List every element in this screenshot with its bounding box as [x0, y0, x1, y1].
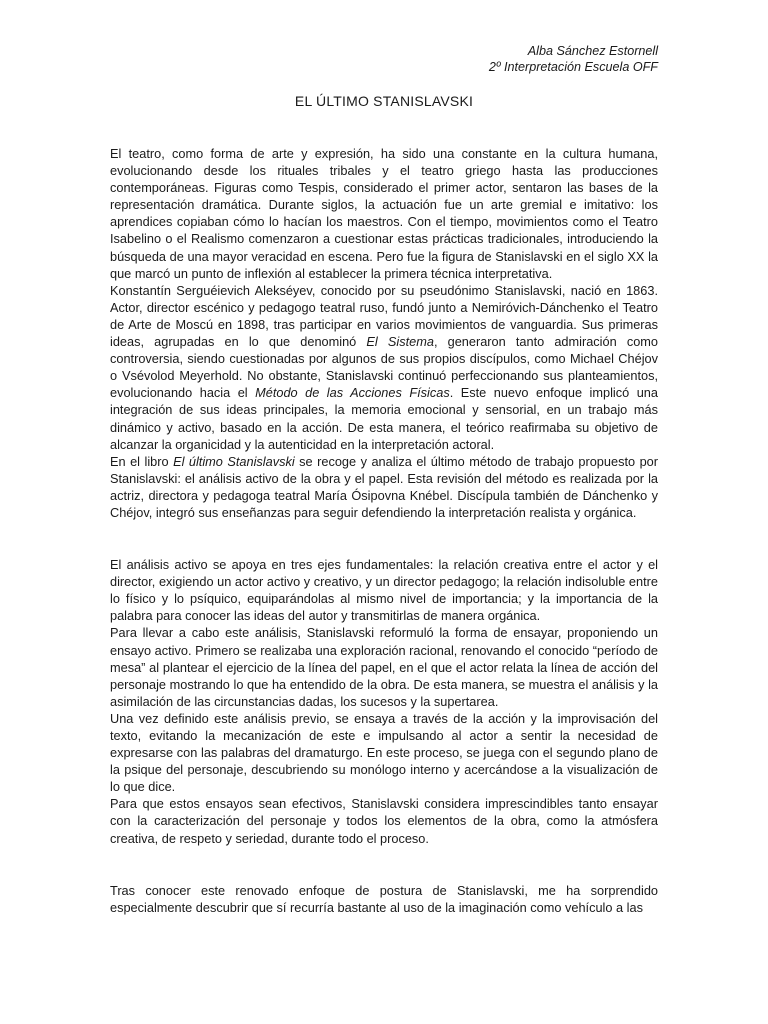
paragraph-2-text-c: . Este nuevo enfoque implicó una integración de sus ideas principales, la memoria emocional y sensorial, en un trabajo más dinámico y activo, basado en la acción. De esta manera, el teórico reafirmaba su objetivo de alcanzar la organicidad y la autenticidad en la interpretación actoral. [110, 385, 658, 452]
document-header [489, 43, 658, 75]
document-title: EL ÚLTIMO STANISLAVSKI [294, 93, 474, 109]
paragraph-4: El análisis activo se apoya en tres ejes fundamentales: la relación creativa entre el actor y el director, exigiendo un actor activo y creativo, y un director pedagogo; la relación indisoluble entre lo físico y lo psíquico, equiparándolas al mismo nivel de importancia; y la importancia de la palabra para conocer las ideas del autor y transmitirlas de manera orgánica. [110, 557, 658, 624]
course-name: 2º Interpretación Escuela OFF [488, 60, 658, 74]
paragraph-3 [110, 453, 658, 521]
paragraph-2-emphasis-method: Método de las Acciones Físicas [255, 385, 450, 401]
paragraph-6: Una vez definido este análisis previo, se ensaya a través de la acción y la improvisación del texto, evitando la mecanización de este e impulsando al actor a sentir la necesidad de expresarse con las palabras del dramaturgo. En este proceso, se juega con el segundo plano de la psique del personaje, descubriendo su monólogo interno y acercándose a la visualización de lo que dice. [110, 710, 658, 795]
section-spacer [110, 521, 658, 556]
paragraph-5: Para llevar a cabo este análisis, Stanislavski reformuló la forma de ensayar, proponiendo un ensayo activo. Primero se realizaba una exploración racional, renovando el conocido “período de mesa” al plantear el ejercicio de la línea del papel, en el que el actor relata la línea de acción del personaje mostrando lo que ha entendido de la obra. De esta manera, se muestra el análisis y la asimilación de las circunstancias dadas, los sucesos y la supertarea. [110, 625, 658, 709]
document-body [110, 145, 658, 916]
paragraph-2-emphasis-system: El Sistema [366, 334, 434, 350]
paragraph-2 [110, 282, 658, 453]
paragraph-7: Para que estos ensayos sean efectivos, Stanislavski considera imprescindibles tanto ensayar con la caracterización del personaje y todos los elementos de la obra, como la atmósfera creativa, de respeto y seriedad, durante todo el proceso. [110, 796, 658, 846]
paragraph-2-text-a: Konstantín Serguéievich Alekséyev, conocido por su pseudónimo Stanislavski, nació en 1863. Actor, director escénico y pedagogo teatral ruso, fundó junto a Nemiróvich-Dánchenko el Teatro de Arte de Moscú en 1898, tras participar en varios movimientos de vanguardia. Sus primeras ideas, agrupadas en lo que denominó [110, 282, 658, 350]
paragraph-3-text-a: En el libro [110, 453, 174, 469]
paragraph-1: El teatro, como forma de arte y expresión, ha sido una constante en la cultura humana, evolucionando desde los rituales tribales y el teatro griego hasta las producciones contemporáneas. Figuras como Tespis, considerado el primer actor, sentaron las bases de la representación dramática. Durante siglos, la actuación fue un arte gremial e imitativo: los aprendices copiaban cómo lo hacían los maestros. Con el tiempo, movimientos como el Teatro Isabelino o el Realismo comenzaron a cuestionar estas prácticas tradicionales, introduciendo la búsqueda de una mayor veracidad en escena. Pero fue la figura de Stanislavski en el siglo XX la que marcó un punto de inflexión al establecer la primera técnica interpretativa. [110, 146, 658, 281]
paragraph-8: Tras conocer este renovado enfoque de postura de Stanislavski, me ha sorprendido especialmente descubrir que sí recurría bastante al uso de la imaginación como vehículo a las [110, 882, 658, 915]
section-spacer [110, 847, 658, 882]
paragraph-2-text-b: , generaron tanto admiración como controversia, siendo cuestionadas por algunos de sus propios discípulos, como Michael Chéjov o Vsévolod Meyerhold. No obstante, Stanislavski continuó perfeccionando sus planteamientos, evolucionando hacia el [110, 334, 658, 401]
author-name: Alba Sánchez Estornell [527, 44, 658, 58]
paragraph-3-text-b: se recoge y analiza el último método de trabajo propuesto por Stanislavski: el análisis activo de la obra y el papel. Esta revisión del método es realizada por la actriz, directora y pedagoga teatral María Ósipovna Knébel. Discípula también de Dánchenko y Chéjov, integró sus enseñanzas para seguir defendiendo la interpretación realista y orgánica. [110, 453, 658, 520]
paragraph-3-emphasis-book: El último Stanislavski [173, 453, 295, 469]
